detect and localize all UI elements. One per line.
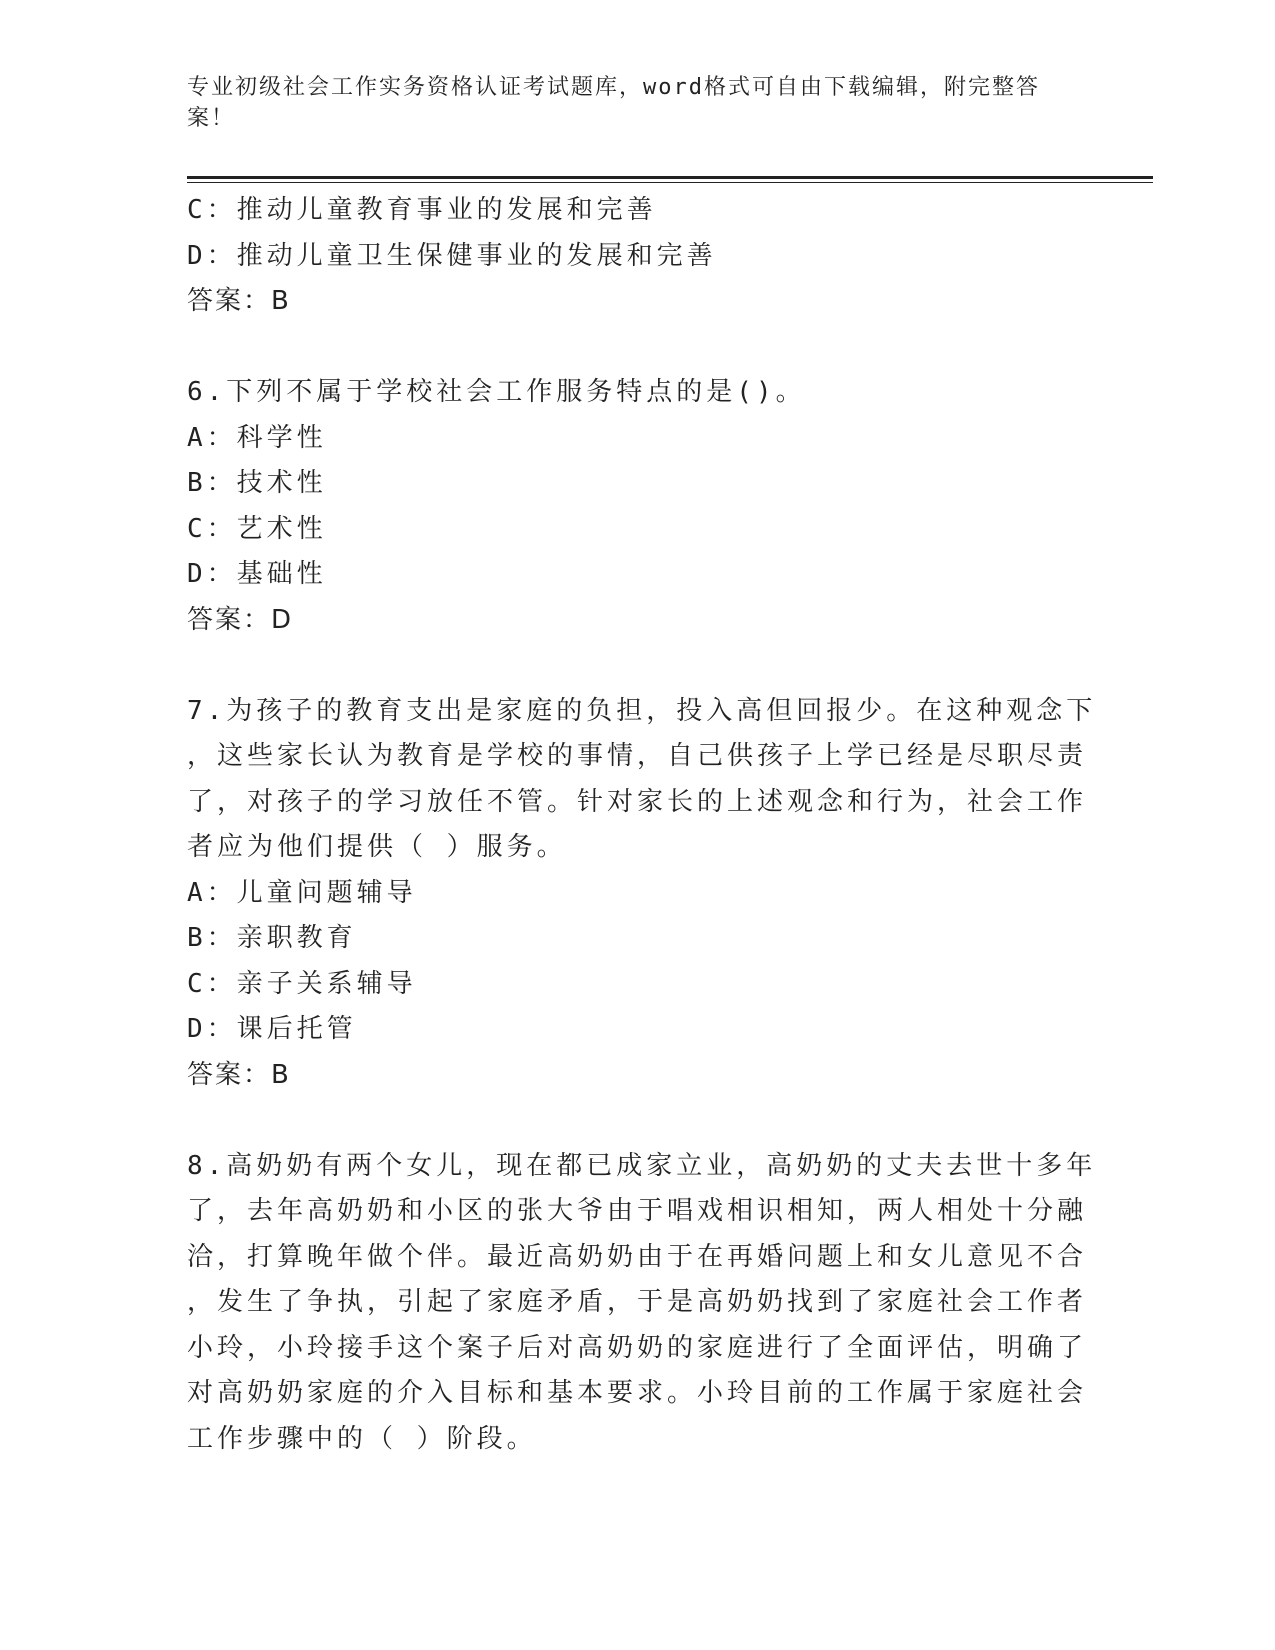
q8-stem-line: 8.高奶奶有两个女儿，现在都已成家立业，高奶奶的丈夫去世十多年 [187,1150,1097,1181]
spacer [187,643,1067,689]
spacer [187,325,1067,371]
q8-stem-line: 对高奶奶家庭的介入目标和基本要求。小玲目前的工作属于家庭社会 [187,1378,1088,1408]
q5-option-c: C：推动儿童教育事业的发展和完善 [187,195,657,225]
q8-stem-line: ，发生了争执，引起了家庭矛盾，于是高奶奶找到了家庭社会工作者 [187,1287,1088,1317]
q7-stem-line: ，这些家长认为教育是学校的事情，自己供孩子上学已经是尽职尽责 [187,741,1088,771]
q7-stem-line: 7.为孩子的教育支出是家庭的负担，投入高但回报少。在这种观念下 [187,695,1097,726]
q7-stem-line: 者应为他们提供（ ）服务。 [187,832,567,862]
q5-option-d: D：推动儿童卫生保健事业的发展和完善 [187,240,717,271]
q8-stem-line: 了，去年高奶奶和小区的张大爷由于唱戏相识相知，两人相处十分融 [187,1196,1088,1226]
q5-answer: 答案：B [187,286,291,316]
q7-option-d: D：课后托管 [187,1014,357,1044]
page-header: 专业初级社会工作实务资格认证考试题库，word格式可自由下载编辑，附完整答案！ [187,75,1040,131]
q6-option-a: A：科学性 [187,422,327,453]
q7-option-b: B：亲职教育 [187,923,357,953]
question-content [187,188,1097,1462]
q8-stem-line: 洽，打算晚年做个伴。最近高奶奶由于在再婚问题上和女儿意见不合 [187,1241,1088,1272]
q7-answer: 答案：B [187,1059,291,1090]
q6-option-d: D：基础性 [187,559,327,589]
q7-stem-line: 了，对孩子的学习放任不管。针对家长的上述观念和行为，社会工作 [187,786,1088,817]
q7-option-a: A：儿童问题辅导 [187,877,417,908]
header-rule-thin [187,182,1153,183]
q6-answer: 答案：D [187,604,294,635]
q6-option-b: B：技术性 [187,468,327,498]
q7-option-c: C：亲子关系辅导 [187,968,417,999]
spacer [187,1098,1067,1144]
header-rule-thick [187,176,1153,179]
q6-option-c: C：艺术性 [187,513,327,544]
q8-stem-line: 工作步骤中的（ ）阶段。 [187,1423,537,1454]
q6-stem: 6.下列不属于学校社会工作服务特点的是()。 [187,377,806,407]
q8-stem-line: 小玲，小玲接手这个案子后对高奶奶的家庭进行了全面评估，明确了 [187,1332,1088,1363]
